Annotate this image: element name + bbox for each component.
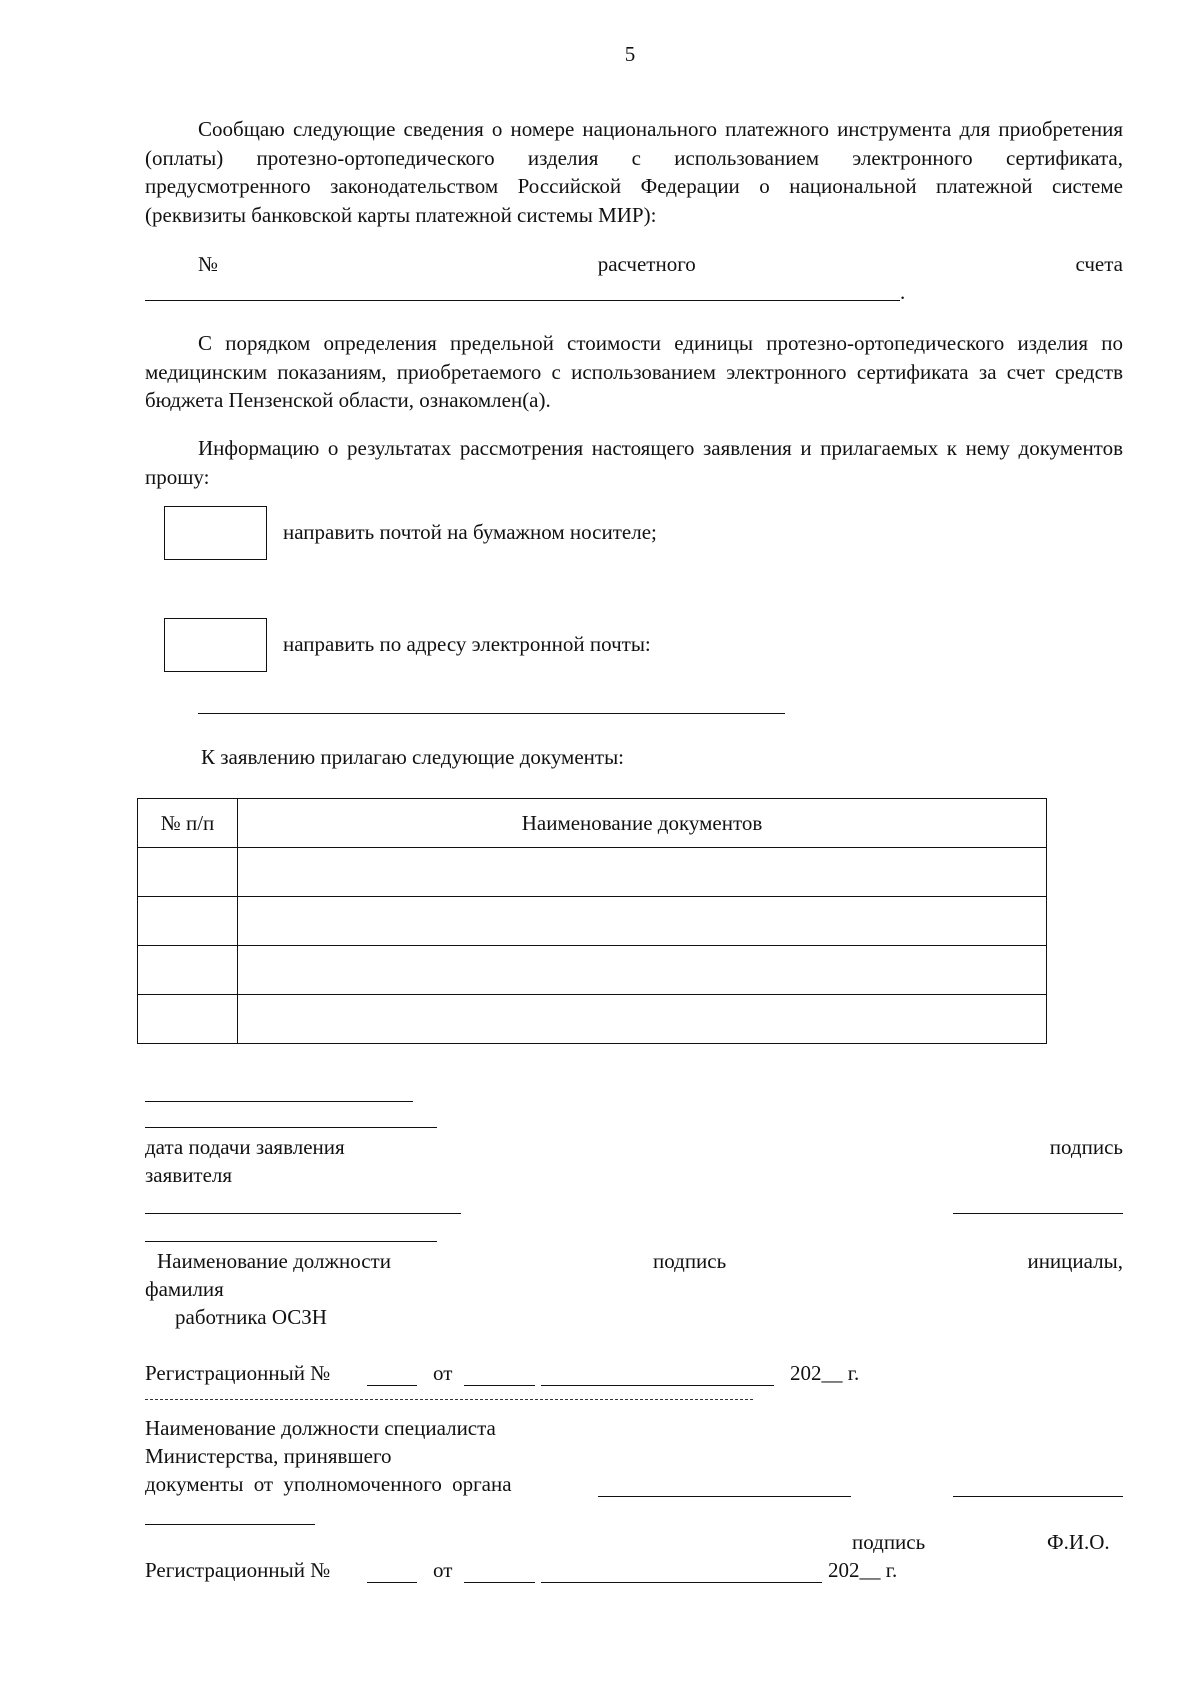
registration-2-number-field[interactable] [367, 1582, 417, 1583]
signature-label: подпись [1049, 1135, 1123, 1159]
email-checkbox[interactable] [164, 618, 267, 672]
worker-signature-field[interactable] [145, 1241, 437, 1242]
email-label: направить по адресу электронной почты: [283, 632, 651, 656]
table-row [138, 995, 1047, 1044]
account-label-row [145, 252, 1123, 277]
table-row [138, 946, 1047, 995]
applicant-label: заявителя [145, 1163, 233, 1187]
ministry-line-2: Министерства, принявшего [145, 1444, 392, 1468]
registration-2-year: 202__ г. [828, 1558, 898, 1582]
registration-year: 202__ г. [790, 1361, 860, 1385]
ministry-extra-field[interactable] [145, 1524, 315, 1525]
table-cell-number[interactable] [138, 848, 238, 897]
table-cell-number[interactable] [138, 946, 238, 995]
result-info-paragraph: Информацию о результатах рассмотрения настоящего заявления и прилагаемых к нему документов прошу: [145, 436, 1123, 489]
separator-dashed [145, 1399, 753, 1400]
account-word: расчетного [597, 252, 696, 276]
number-sign: № [198, 252, 219, 276]
registration-2-label: Регистрационный № [145, 1558, 331, 1582]
ministry-fio-field[interactable] [953, 1496, 1123, 1497]
paper-mail-checkbox[interactable] [164, 506, 267, 560]
table-cell-doc-name[interactable] [238, 946, 1047, 995]
table-cell-doc-name[interactable] [238, 897, 1047, 946]
registration-2-day-field[interactable] [464, 1582, 535, 1583]
table-cell-doc-name[interactable] [238, 848, 1047, 897]
table-cell-number[interactable] [138, 897, 238, 946]
ministry-signature-label: подпись [852, 1530, 926, 1554]
initials-label: инициалы, [1027, 1249, 1123, 1273]
account-field-end: . [900, 280, 906, 304]
registration-day-field[interactable] [464, 1385, 535, 1386]
paper-mail-label: направить почтой на бумажном носителе; [283, 520, 657, 544]
ministry-signature-field[interactable] [598, 1496, 851, 1497]
email-address-field[interactable] [198, 713, 785, 714]
table-row [138, 897, 1047, 946]
registration-month-field[interactable] [541, 1385, 774, 1386]
account-word-2: счета [1075, 252, 1123, 276]
attachments-intro: К заявлению прилагаю следующие документы: [201, 745, 625, 769]
signature-field-applicant[interactable] [145, 1127, 437, 1128]
registration-from: от [433, 1361, 453, 1385]
account-number-field[interactable] [145, 300, 900, 301]
ministry-fio-label: Ф.И.О. [1047, 1530, 1110, 1554]
header-doc-name: Наименование документов [238, 799, 1047, 848]
registration-2-month-field[interactable] [541, 1582, 822, 1583]
registration-number-field[interactable] [367, 1385, 417, 1386]
table-cell-number[interactable] [138, 995, 238, 1044]
position-field[interactable] [145, 1213, 461, 1214]
initials-field[interactable] [953, 1213, 1123, 1214]
date-label: дата подачи заявления [145, 1135, 345, 1159]
surname-label: фамилия [145, 1277, 224, 1301]
position-label: Наименование должности [157, 1249, 391, 1273]
date-field[interactable] [145, 1101, 413, 1102]
payment-info-paragraph: Сообщаю следующие сведения о номере национального платежного инструмента для приобретения (оплаты) протезно-ортопедического изделия с использованием электронного сертификата, предусмотренного законодательством Российской Федерации о национальной платежной системе (реквизиты банковской карты платежной системы МИР): [145, 117, 1123, 227]
table-row [138, 848, 1047, 897]
documents-table [137, 798, 1047, 1044]
registration-2-from: от [433, 1558, 453, 1582]
header-number: № п/п [138, 799, 238, 848]
page-number: 5 [624, 42, 636, 66]
cost-procedure-paragraph: С порядком определения предельной стоимости единицы протезно-ортопедического изделия по медицинским показаниям, приобретаемого с использованием электронного сертификата за счет средств бюджета Пензенской области, ознакомлен(а). [145, 331, 1123, 412]
ministry-line-1: Наименование должности специалиста [145, 1416, 496, 1440]
worker-label: работника ОСЗН [175, 1305, 327, 1329]
ministry-line-3: документы от уполномоченного органа [145, 1472, 512, 1496]
table-cell-doc-name[interactable] [238, 995, 1047, 1044]
worker-signature-label: подпись [653, 1249, 727, 1273]
table-header-row [138, 799, 1047, 848]
registration-label: Регистрационный № [145, 1361, 331, 1385]
